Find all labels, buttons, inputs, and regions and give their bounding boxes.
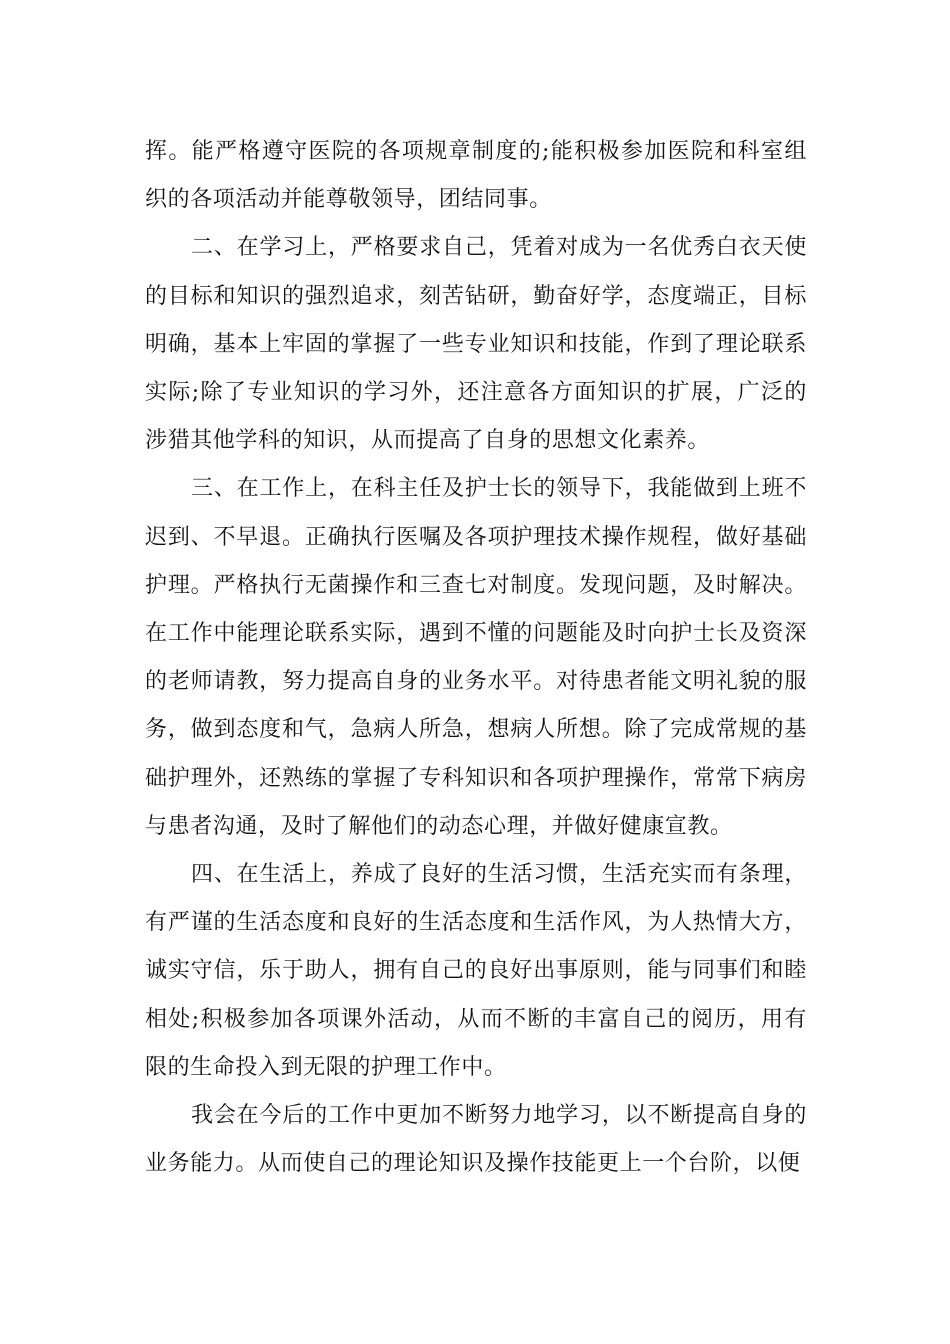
- document-body: [145, 128, 807, 1188]
- paragraph-study: 二、在学习上，严格要求自己，凭着对成为一名优秀白衣天使的目标和知识的强烈追求，刻苦钻研，勤奋好学，态度端正，目标明确，基本上牢固的掌握了一些专业知识和技能，作到了理论联系实际;除了专业知识的学习外，还注意各方面知识的扩展，广泛的涉猎其他学科的知识，从而提高了自身的思想文化素养。: [145, 235, 807, 454]
- paragraph-continuation: 挥。能严格遵守医院的各项规章制度的;能积极参加医院和科室组织的各项活动并能尊敬领导，团结同事。: [145, 139, 807, 213]
- paragraph-work: 三、在工作上，在科主任及护士长的领导下，我能做到上班不迟到、不早退。正确执行医嘱及各项护理技术操作规程，做好基础护理。严格执行无菌操作和三查七对制度。发现问题，及时解决。在工作中能理论联系实际，遇到不懂的问题能及时向护士长及资深的老师请教，努力提高自身的业务水平。对待患者能文明礼貌的服务，做到态度和气，急病人所急，想病人所想。除了完成常规的基础护理外，还熟练的掌握了专科知识和各项护理操作，常常下病房与患者沟通，及时了解他们的动态心理，并做好健康宣教。: [145, 476, 807, 839]
- paragraph-life: 四、在生活上，养成了良好的生活习惯，生活充实而有条理，有严谨的生活态度和良好的生活态度和生活作风，为人热情大方，诚实守信，乐于助人，拥有自己的良好出事原则，能与同事们和睦相处;积极参加各项课外活动，从而不断的丰富自己的阅历，用有限的生命投入到无限的护理工作中。: [145, 862, 807, 1080]
- paragraph-conclusion: 我会在今后的工作中更加不断努力地学习，以不断提高自身的业务能力。从而使自己的理论知识及操作技能更上一个台阶，以便: [145, 1103, 807, 1177]
